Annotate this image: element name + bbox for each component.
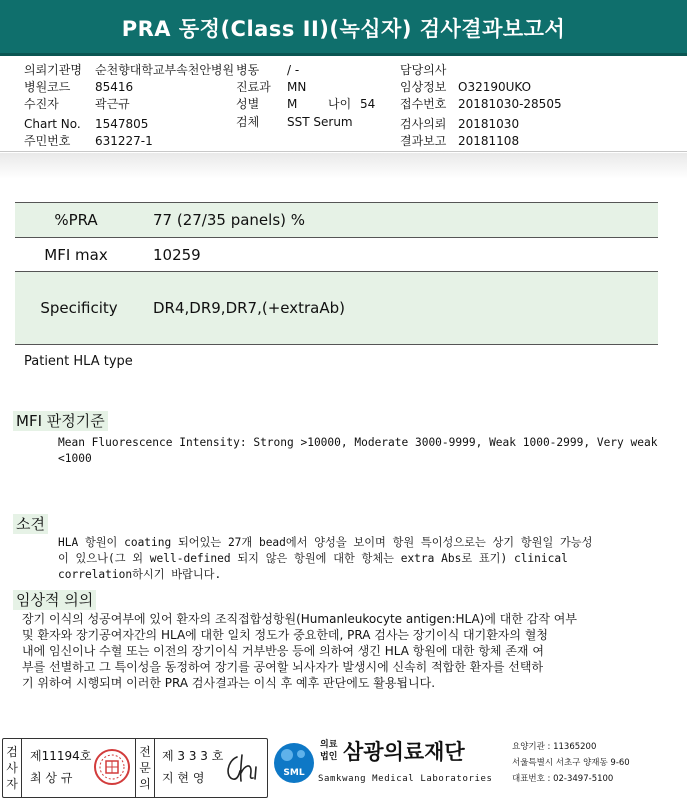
specimen-value: SST Serum (287, 115, 353, 129)
specialist-label-char: 문 (139, 761, 151, 775)
criteria-heading: MFI 판정기준 (13, 411, 108, 431)
accession-value: 20181030-28505 (458, 97, 562, 111)
specificity-label: Specificity (40, 299, 118, 317)
clinical-meaning-heading: 임상적 의의 (13, 590, 96, 610)
examiner-vertical-label (3, 739, 22, 797)
signature-icon (223, 751, 263, 785)
specimen-label: 검체 (236, 115, 260, 129)
finding-heading: 소견 (13, 514, 48, 534)
specificity-row (15, 272, 658, 344)
specificity-value: DR4,DR9,DR7,(+extraAb) (153, 299, 345, 317)
hospital-code-value: 85416 (95, 80, 134, 94)
hospital-code-label: 병원코드 (24, 80, 71, 94)
seal-stamp-icon (93, 748, 131, 786)
specialist-label-char: 전 (139, 745, 151, 759)
signature-box (2, 738, 268, 798)
chart-label: Chart No. (24, 117, 81, 131)
footer (0, 738, 687, 804)
org-prefix-top: 의료 (320, 740, 338, 750)
criteria-line-1: Mean Fluorescence Intensity: Strong >10000, Moderate 3000-9999, Weak 1000-2999, Very weak (58, 436, 658, 449)
hospital-value: 순천향대학교부속천안병원 (95, 63, 235, 77)
clinical-line-3: 내에 임신이나 수혈 또는 이전의 장기이식 거부반응 등에 의하여 생긴 HLA 항원에 대한 항체 존재 여 (22, 644, 544, 658)
ward-label: 병동 (236, 63, 260, 77)
chart-value: 1547805 (95, 117, 149, 131)
clinical-line-5: 기 위하여 시행되며 이러한 PRA 검사결과는 이식 후 예후 판단에도 활용됩니다. (22, 676, 436, 690)
rrn-label: 주민번호 (24, 134, 71, 148)
org-english: Samkwang Medical Laboratories (318, 774, 493, 784)
sex-value: M (287, 97, 298, 111)
doctor-label: 담당의사 (400, 63, 447, 77)
examiner-name: 최 상 규 (30, 771, 73, 785)
finding-line-1: HLA 항원이 coating 되어있는 27개 bead에서 양성을 보이며 항원 특이성으로는 상기 항원일 가능성 (58, 536, 593, 549)
dept-label: 진료과 (236, 80, 271, 94)
accession-label: 접수번호 (400, 97, 447, 111)
row-divider (15, 344, 658, 345)
address: 서울특별시 서초구 양재동 9-60 (512, 758, 630, 768)
specialist-label-char: 의 (139, 777, 151, 791)
sex-label: 성별 (236, 97, 260, 111)
specialist-name: 지 현 영 (162, 771, 205, 785)
examiner-label-char: 사 (6, 761, 18, 775)
clinical-label: 임상정보 (400, 80, 447, 94)
specialist-license: 제 3 3 3 호 (162, 749, 224, 763)
clinical-line-2: 및 환자와 장기공여자간의 HLA에 대한 일치 정도가 중요한데, PRA 검사는 장기이식 대기환자의 혈청 (22, 628, 548, 642)
ward-value: / - (287, 63, 300, 77)
mfi-row (15, 238, 658, 271)
pra-value: 77 (27/35 panels) % (153, 211, 306, 229)
finding-line-2: 이 있으나(그 외 well-defined 되지 않은 항원에 대한 항체는 extra Abs로 표기) clinical (58, 552, 568, 565)
pra-row (15, 203, 658, 237)
org-name: 삼광의료재단 (343, 740, 465, 764)
patient-value: 곽근규 (95, 97, 130, 111)
clinical-line-1: 장기 이식의 성공여부에 있어 환자의 조직접합성항원(Humanleukocyte antigen:HLA)에 대한 감작 여부 (22, 612, 577, 626)
report-title: PRA 동정(Class II)(녹십자) 검사결과보고서 (0, 0, 687, 56)
request-label: 검사의뢰 (400, 117, 447, 131)
care-code: 요양기관 : 11365200 (512, 742, 597, 752)
dept-value: MN (287, 80, 307, 94)
age-label: 나이 (328, 97, 352, 111)
clinical-line-4: 부를 선별하고 그 특이성을 동정하여 장기를 공여할 뇌사자가 발생시에 신속히 적합한 환자를 선택하 (22, 660, 544, 674)
age-value: 54 (360, 97, 376, 111)
org-prefix-bottom: 법인 (320, 752, 338, 762)
header-shadow (0, 153, 687, 179)
hospital-label: 의뢰기관명 (24, 63, 82, 77)
sml-logo-icon (272, 741, 316, 785)
header-divider (0, 151, 687, 152)
rrn-value: 631227-1 (95, 134, 153, 148)
hla-type-label: Patient HLA type (24, 354, 133, 369)
finding-line-3: correlation하시기 바랍니다. (58, 568, 222, 581)
patient-label: 수진자 (24, 97, 59, 111)
specialist-vertical-label (135, 739, 155, 797)
criteria-line-2: <1000 (58, 452, 92, 465)
report-date-value: 20181108 (458, 134, 520, 148)
examiner-license: 제11194호 (30, 749, 92, 763)
mfi-value: 10259 (153, 245, 201, 264)
examiner-label-char: 자 (6, 777, 18, 791)
report-date-label: 결과보고 (400, 134, 447, 148)
logo-text: SML (283, 768, 305, 778)
phone: 대표번호 : 02-3497-5100 (512, 774, 614, 784)
clinical-value: O32190UKO (458, 80, 532, 94)
request-value: 20181030 (458, 117, 520, 131)
examiner-label-char: 검 (6, 745, 18, 759)
mfi-label: MFI max (44, 245, 108, 264)
pra-label: %PRA (54, 211, 98, 229)
